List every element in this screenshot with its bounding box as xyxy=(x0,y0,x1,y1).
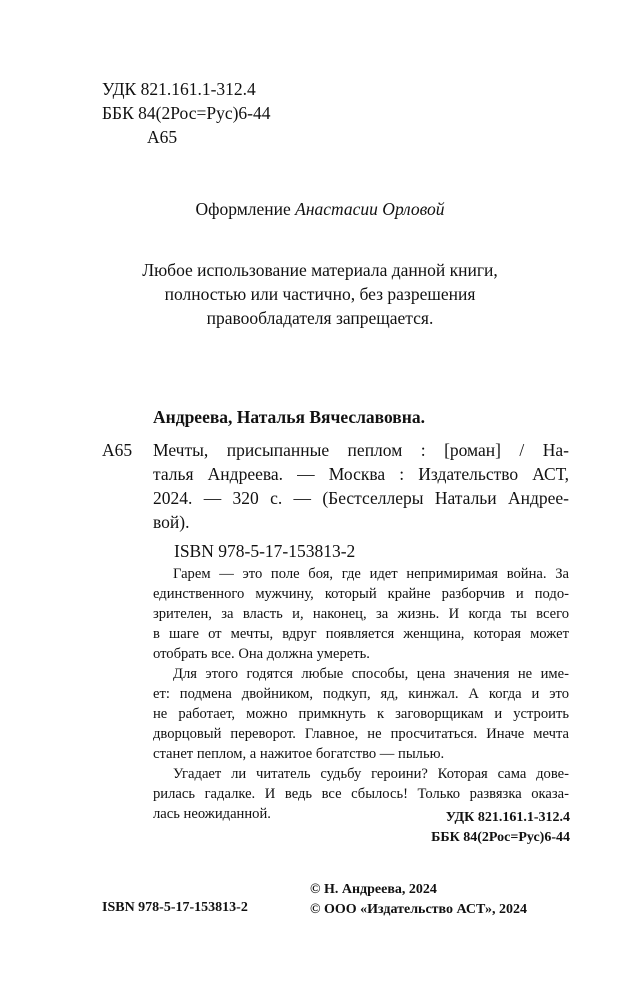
isbn: ISBN 978-5-17-153813-2 xyxy=(174,541,356,561)
biblio-line: 2024. — 320 с. — (Бестселлеры Натальи Андрее- xyxy=(153,488,569,508)
annotation-line: в шаге от мечты, вдруг появляется женщина, которая может xyxy=(153,626,569,642)
design-label: Оформление xyxy=(195,199,296,219)
udk-code: УДК 821.161.1-312.4 xyxy=(102,79,256,99)
rights-line: правообладателя запрещается. xyxy=(206,308,434,328)
designer-name: Анастасии Орловой xyxy=(295,199,445,219)
rights-notice xyxy=(0,258,640,330)
copyright-publisher: © ООО «Издательство АСТ», 2024 xyxy=(310,902,528,917)
biblio-line: Мечты, присыпанные пеплом : [роман] / На- xyxy=(153,440,569,460)
bibliographic-description xyxy=(153,438,569,534)
annotation-line: отобрать все. Она должна умереть. xyxy=(153,646,370,662)
bottom-isbn: ISBN 978-5-17-153813-2 xyxy=(102,900,248,915)
author-heading: Андреева, Наталья Вячеславовна. xyxy=(153,407,425,427)
annotation-line: лась неожиданной. xyxy=(153,806,271,822)
rights-line: Любое использование материала данной книги, xyxy=(142,260,498,280)
annotation-line: не работает, можно примкнуть к заговорщикам и устроить xyxy=(153,706,569,722)
annotation-line: единственного мужчину, который крайне разборчив и подо- xyxy=(153,586,569,602)
annotation-line: Для этого годятся любые способы, цена значения не име- xyxy=(173,666,569,682)
bottom-classification xyxy=(431,808,570,848)
annotation-line: Угадает ли читатель судьбу героини? Которая сама дове- xyxy=(173,766,569,782)
bottom-bbk-code: ББК 84(2Рос=Рус)6-44 xyxy=(431,830,570,845)
rights-line: полностью или частично, без разрешения xyxy=(164,284,476,304)
design-credit xyxy=(0,198,640,220)
annotation-line: станет пеплом, а нажитое богатство — пылью. xyxy=(153,746,445,762)
biblio-line: талья Андреева. — Москва : Издательство АСТ, xyxy=(153,464,569,484)
biblio-line: вой). xyxy=(153,512,190,532)
copyright-author: © Н. Андреева, 2024 xyxy=(310,882,437,897)
annotation-line: рилась гадалке. И ведь все сбылось! Только развязка оказа- xyxy=(153,786,569,802)
author-mark: А65 xyxy=(147,127,178,147)
annotation xyxy=(153,564,569,824)
annotation-line: дворцовый переворот. Главное, не просчитаться. Иначе мечта xyxy=(153,726,569,742)
bibliographic-mark: А65 xyxy=(102,440,133,460)
annotation-line: зрителен, за власть и, наконец, за жизнь. И когда ты всего xyxy=(153,606,569,622)
bbk-code: ББК 84(2Рос=Рус)6-44 xyxy=(102,103,271,123)
copyright-block xyxy=(310,880,527,920)
bottom-udk-code: УДК 821.161.1-312.4 xyxy=(445,810,570,825)
annotation-line: Гарем — это поле боя, где идет непримиримая война. За xyxy=(173,566,569,582)
annotation-line: ет: подмена двойником, подкуп, яд, кинжал. А когда и это xyxy=(153,686,569,702)
